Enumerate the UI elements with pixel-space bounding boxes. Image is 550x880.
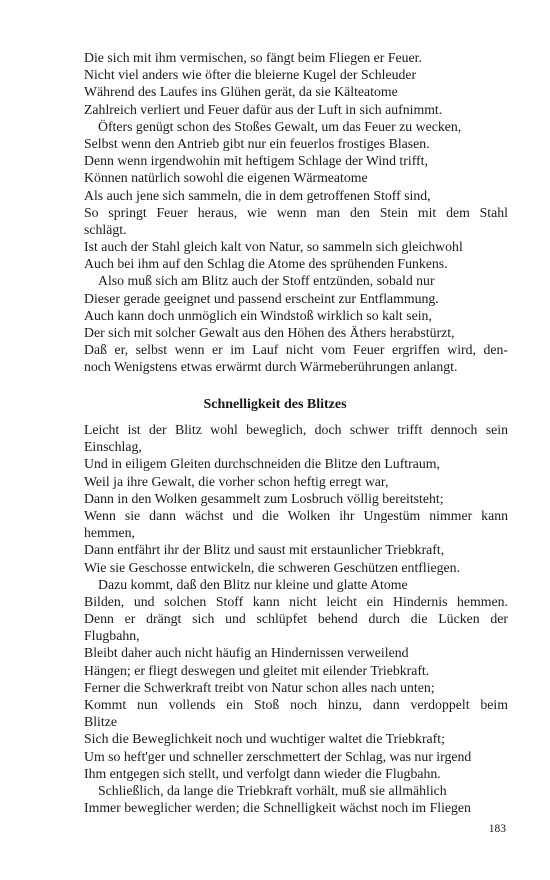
verse-line: hemmen, — [84, 525, 135, 541]
page-number: 183 — [488, 823, 506, 835]
verse-line: Dann in den Wolken gesammelt zum Losbruch völlig bereitsteht; — [84, 490, 444, 506]
verse-line: Daß er, selbst wenn er im Lauf nicht vom Feuer ergriffen wird, den- — [84, 342, 508, 358]
verse-line: Blitze — [84, 714, 117, 730]
verse-line: Auch bei ihm auf den Schlag die Atome des sprühenden Funkens. — [84, 256, 448, 272]
verse-line: Als auch jene sich sammeln, die in dem getroffenen Stoff sind, — [84, 187, 431, 203]
verse-line: Und in eiligem Gleiten durchschneiden die Blitze den Luftraum, — [84, 456, 440, 472]
verse-line: Sich die Beweglichkeit noch und wuchtiger waltet die Triebkraft; — [84, 731, 445, 747]
verse-line: Während des Laufes ins Glühen gerät, da sie Kälteatome — [84, 84, 398, 100]
verse-line: noch Wenigstens etwas erwärmt durch Wärmeberührungen anlangt. — [84, 359, 458, 375]
verse-line: Einschlag, — [84, 439, 142, 455]
verse-line: Weil ja ihre Gewalt, die vorher schon heftig erregt war, — [84, 473, 389, 489]
verse-line: Dazu kommt, daß den Blitz nur kleine und glatte Atome — [98, 576, 408, 592]
poem-section-1 — [84, 49, 508, 376]
verse-line: Bleibt daher auch nicht häufig an Hindernissen verweilend — [84, 645, 409, 661]
verse-line: Wie sie Geschosse entwickeln, die schweren Geschützen entfliegen. — [84, 559, 461, 575]
verse-line: Denn er drängt sich und schlüpfet behend durch die Lücken der — [84, 611, 508, 627]
verse-line: Selbst wenn den Antrieb gibt nur ein feuerlos frostiges Blasen. — [84, 135, 430, 151]
section-heading: Schnelligkeit des Blitzes — [203, 397, 347, 412]
verse-line: Kommt nun vollends ein Stoß noch hinzu, dann verdoppelt beim — [84, 697, 508, 712]
verse-line: Ferner die Schwerkraft treibt von Natur schon alles nach unten; — [84, 679, 435, 695]
verse-line: Zahlreich verliert und Feuer dafür aus der Luft in sich aufnimmt. — [84, 101, 443, 117]
verse-line: Hängen; er fliegt deswegen und gleitet mit eilender Triebkraft. — [84, 662, 430, 678]
verse-line: Auch kann doch unmöglich ein Windstoß wirklich so kalt sein, — [84, 307, 432, 323]
verse-line: Der sich mit solcher Gewalt aus den Höhen des Äthers herabstürzt, — [84, 325, 455, 340]
verse-line: Dann entfährt ihr der Blitz und saust mit erstaunlicher Triebkraft, — [84, 542, 445, 558]
verse-line: Wenn sie dann wächst und die Wolken ihr Ungestüm nimmer kann — [84, 507, 508, 523]
verse-line: Immer beweglicher werden; die Schnelligkeit wächst noch im Fliegen — [84, 800, 471, 816]
verse-line: Öfters genügt schon des Stoßes Gewalt, um das Feuer zu wecken, — [98, 118, 462, 134]
verse-line: Leicht ist der Blitz wohl beweglich, doch schwer trifft dennoch sein — [84, 422, 508, 437]
verse-line: schlägt. — [84, 221, 127, 237]
verse-line: Also muß sich am Blitz auch der Stoff entzünden, sobald nur — [98, 273, 435, 289]
verse-line: So springt Feuer heraus, wie wenn man den Stein mit dem Stahl — [84, 204, 508, 220]
poem-section-2 — [84, 421, 508, 816]
verse-line: Ist auch der Stahl gleich kalt von Natur, so sammeln sich gleichwohl — [84, 239, 463, 255]
verse-line: Dieser gerade geeignet und passend erscheint zur Entflammung. — [84, 290, 439, 306]
verse-line: Die sich mit ihm vermischen, so fängt beim Fliegen er Feuer. — [84, 50, 422, 65]
verse-line: Bilden, und solchen Stoff kann nicht leicht ein Hindernis hemmen. — [84, 593, 508, 609]
verse-line: Um so heft'ger und schneller zerschmettert der Schlag, was nur irgend — [84, 748, 472, 764]
verse-line: Denn wenn irgendwohin mit heftigem Schlage der Wind trifft, — [84, 153, 428, 169]
verse-line: Ihm entgegen sich stellt, und verfolgt dann wieder die Flugbahn. — [84, 765, 441, 781]
verse-line: Können natürlich sowohl die eigenen Wärmeatome — [84, 170, 368, 186]
verse-line: Flugbahn, — [84, 628, 140, 644]
verse-line: Schließlich, da lange die Triebkraft vorhält, muß sie allmählich — [98, 782, 447, 798]
verse-line: Nicht viel anders wie öfter die bleierne Kugel der Schleuder — [84, 67, 417, 83]
